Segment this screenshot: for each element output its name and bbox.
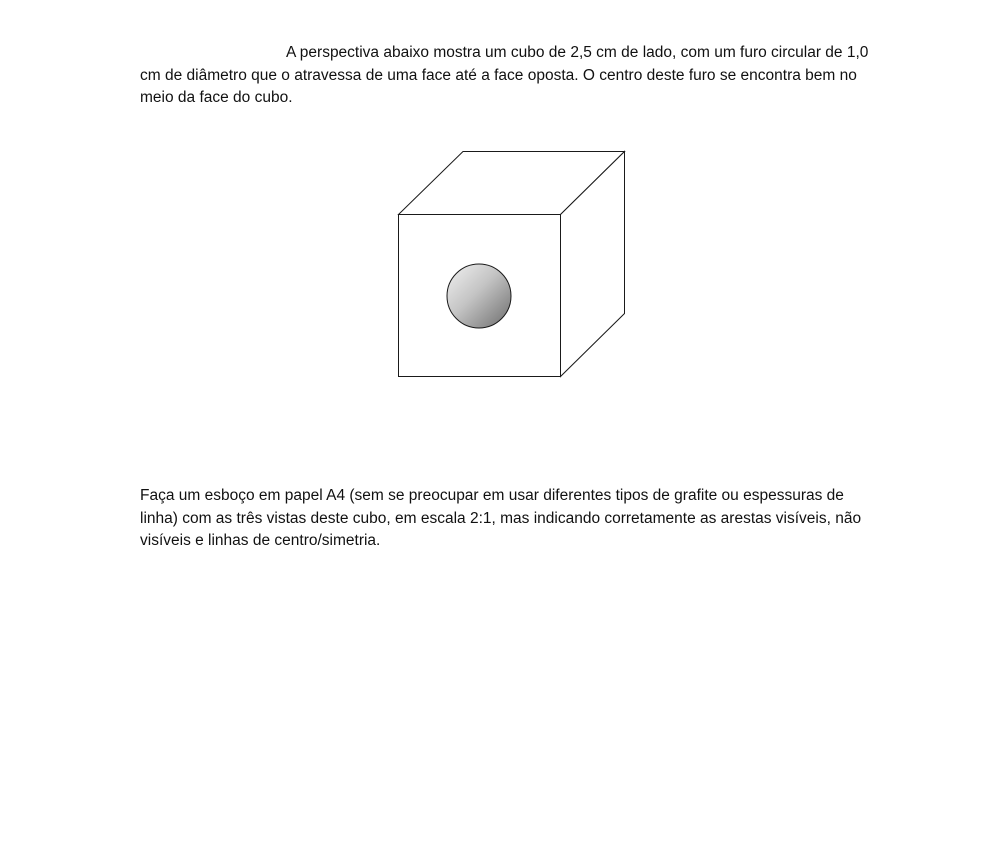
cube-with-hole-drawing bbox=[390, 145, 635, 385]
intro-paragraph: A perspectiva abaixo mostra um cubo de 2,5 cm de lado, com um furo circular de 1,0 cm de diâmetro que o atravessa de uma face até a face oposta. O centro deste furo se encontra bem no meio da face do cubo. bbox=[140, 44, 869, 106]
task-paragraph: Faça um esboço em papel A4 (sem se preocupar em usar diferentes tipos de grafite ou espessuras de linha) com as três vistas deste cubo, em escala 2:1, mas indicando corretamente as arestas visíveis, não visíveis e linhas de centro/simetria. bbox=[140, 487, 862, 549]
circular-hole bbox=[447, 264, 511, 328]
